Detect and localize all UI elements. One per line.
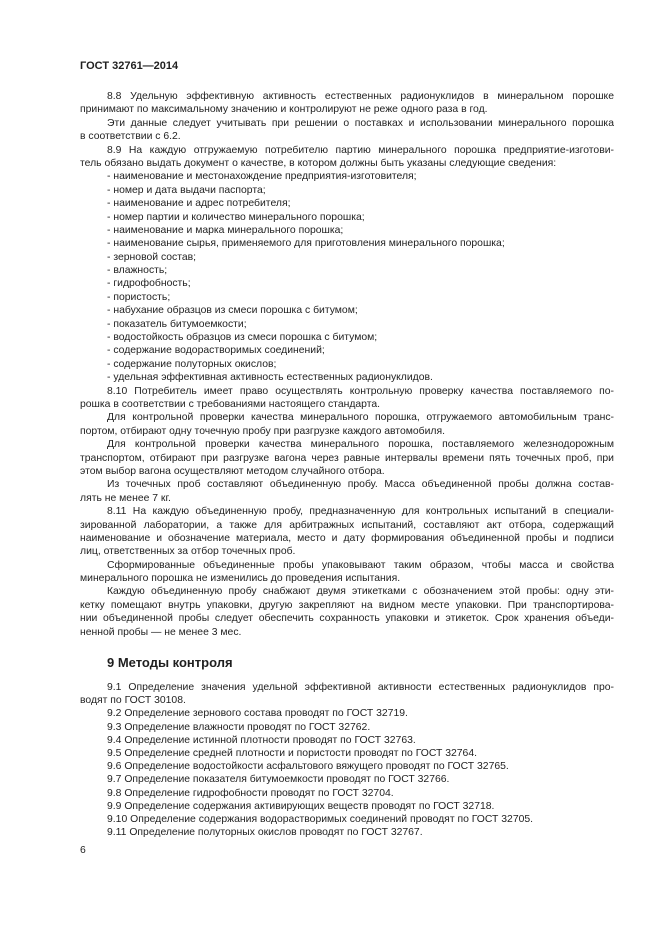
paragraph-road-sampling — [80, 411, 614, 438]
text-line: 9.2 Определение зернового состава проводят по ГОСТ 32719. — [107, 708, 408, 720]
text-line: 9.7 Определение показателя битумоемкости проводят по ГОСТ 32766. — [107, 774, 450, 786]
text-line: минерального порошка не изменились до проведения испытания. — [80, 573, 401, 585]
list-item: - наименование и местонахождение предприятия-изготовителя; — [107, 171, 417, 183]
text-line: Эти данные следует учитывать при решении о поставках и использовании минерального порошка — [107, 117, 614, 129]
text-line: тель обязано выдать документ о качестве, в котором должны быть указаны следующие сведения: — [80, 157, 557, 169]
paragraph-rail-sampling — [80, 438, 614, 478]
quality-document-list — [80, 170, 614, 384]
list-item: - наименование и марка минерального порошка; — [107, 224, 344, 236]
text-line: нии объединенной пробы следует обеспечить сохранность упаковки и этикеток. Срок хранения объеди- — [80, 613, 614, 625]
clause-9-2 — [80, 707, 614, 720]
text-line: Каждую объединенную пробу снабжают двумя этикетками с обозначением этой пробы: одну эти- — [107, 586, 614, 598]
clause-9-7 — [80, 773, 614, 786]
text-line: лиц, ответственных за отбор точечных проб. — [80, 546, 296, 558]
paragraph-8-10 — [80, 385, 614, 412]
list-item: - содержание полуторных окислов; — [107, 358, 277, 370]
text-line: Сформированные объединенные пробы упаковывают таким образом, чтобы масса и свойства — [107, 559, 614, 571]
text-line: Для контрольной проверки качества минерального порошка, отгружаемого автомобильным транс- — [107, 412, 614, 424]
paragraph-sample-packaging — [80, 559, 614, 586]
paragraph-8-9 — [80, 144, 614, 171]
text-line: кетку помещают внутрь упаковки, другую закрепляют на видном месте упаковки. При транспортирова- — [80, 599, 614, 611]
text-line: 8.11 На каждую объединенную пробу, предназначенную для контрольных испытаний в специали- — [107, 506, 614, 518]
list-item: - номер и дата выдачи паспорта; — [107, 184, 266, 196]
list-item: - набухание образцов из смеси порошка с битумом; — [107, 305, 358, 317]
list-item: - зерновой состав; — [107, 251, 197, 263]
text-line: принимают по максимальному значению и контролируют не реже одного раза в год. — [80, 104, 488, 116]
list-item: - удельная эффективная активность естественных радионуклидов. — [107, 372, 433, 384]
section-9-heading: 9 Методы контроля — [107, 655, 233, 670]
text-line: 9.10 Определение содержания водорастворимых соединений проводят по ГОСТ 32705. — [107, 813, 534, 825]
section-9-body — [80, 681, 614, 839]
paragraph-sample-labels — [80, 585, 614, 639]
text-line: транспортом, отбирают при разгрузке вагона через равные интервалы времени пять точечных проб, при — [80, 452, 614, 464]
clause-9-8 — [80, 787, 614, 800]
text-line: 9.11 Определение полуторных окислов проводят по ГОСТ 32767. — [107, 827, 423, 839]
text-line: ненной пробы — не менее 3 мес. — [80, 626, 242, 638]
clause-9-1 — [80, 681, 614, 707]
list-item: - номер партии и количество минерального порошка; — [107, 211, 365, 223]
text-line: 9.1 Определение значения удельной эффективной активности естественных радионуклидов про- — [107, 682, 614, 693]
text-line: 9.8 Определение гидрофобности проводят по ГОСТ 32704. — [107, 787, 394, 799]
text-line: портом, отбирают одну точечную пробу при разгрузке каждого автомобиля. — [80, 425, 445, 437]
text-line: 8.8 Удельную эффективную активность естественных радионуклидов в минеральном порошке — [107, 91, 614, 102]
paragraph-8-11 — [80, 505, 614, 559]
clause-9-5 — [80, 747, 614, 760]
clause-9-10 — [80, 813, 614, 826]
text-line: рошка в соответствии с требованиями настоящего стандарта. — [80, 398, 381, 410]
list-item: - гидрофобность; — [107, 278, 191, 290]
clause-9-6 — [80, 760, 614, 773]
clause-9-9 — [80, 800, 614, 813]
section-8-body — [80, 90, 614, 639]
list-item: - влажность; — [107, 265, 168, 277]
text-line: лять не менее 7 кг. — [80, 492, 171, 504]
text-line: 8.10 Потребитель имеет право осуществлять контрольную проверку качества поставляемого по- — [107, 385, 614, 397]
paragraph-8-8 — [80, 90, 614, 117]
text-line: 9.4 Определение истинной плотности проводят по ГОСТ 32763. — [107, 734, 416, 746]
text-line: 9.6 Определение водостойкости асфальтового вяжущего проводят по ГОСТ 32765. — [107, 761, 509, 773]
page-number: 6 — [80, 845, 86, 856]
text-line: в соответствии с 6.2. — [80, 131, 181, 143]
paragraph-8-8-note — [80, 117, 614, 144]
text-line: Из точечных проб составляют объединенную пробу. Масса объединенной пробы должна состав- — [107, 479, 614, 491]
text-line: наименование и обозначение материала, место и дату формирования объединенной пробы и подписи — [80, 532, 614, 544]
list-item: - наименование и адрес потребителя; — [107, 198, 291, 210]
text-line: зированной лаборатории, а также для арбитражных испытаний, составляют акт отбора, содержащий — [80, 519, 614, 531]
text-line: этом выбор вагона осуществляют методом случайного отбора. — [80, 465, 385, 477]
list-item: - пористость; — [107, 291, 171, 303]
text-line: водят по ГОСТ 30108. — [80, 695, 186, 707]
clause-9-3 — [80, 721, 614, 734]
text-line: 8.9 На каждую отгружаемую потребителю партию минерального порошка предприятие-изготови- — [107, 144, 614, 156]
document-header: ГОСТ 32761—2014 — [80, 60, 179, 72]
list-item: - водостойкость образцов из смеси порошка с битумом; — [107, 332, 378, 344]
clause-9-11 — [80, 826, 614, 839]
list-item: - показатель битумоемкости; — [107, 318, 247, 330]
text-line: 9.3 Определение влажности проводят по ГОСТ 32762. — [107, 721, 371, 733]
text-line: Для контрольной проверки качества минерального порошка, поставляемого железнодорожным — [107, 439, 614, 451]
list-item: - содержание водорастворимых соединений; — [107, 345, 325, 357]
paragraph-combined-sample-mass — [80, 478, 614, 505]
clause-9-4 — [80, 734, 614, 747]
text-line: 9.5 Определение средней плотности и пористости проводят по ГОСТ 32764. — [107, 747, 477, 759]
list-item: - наименование сырья, применяемого для приготовления минерального порошка; — [107, 238, 505, 250]
text-line: 9.9 Определение содержания активирующих веществ проводят по ГОСТ 32718. — [107, 800, 495, 812]
